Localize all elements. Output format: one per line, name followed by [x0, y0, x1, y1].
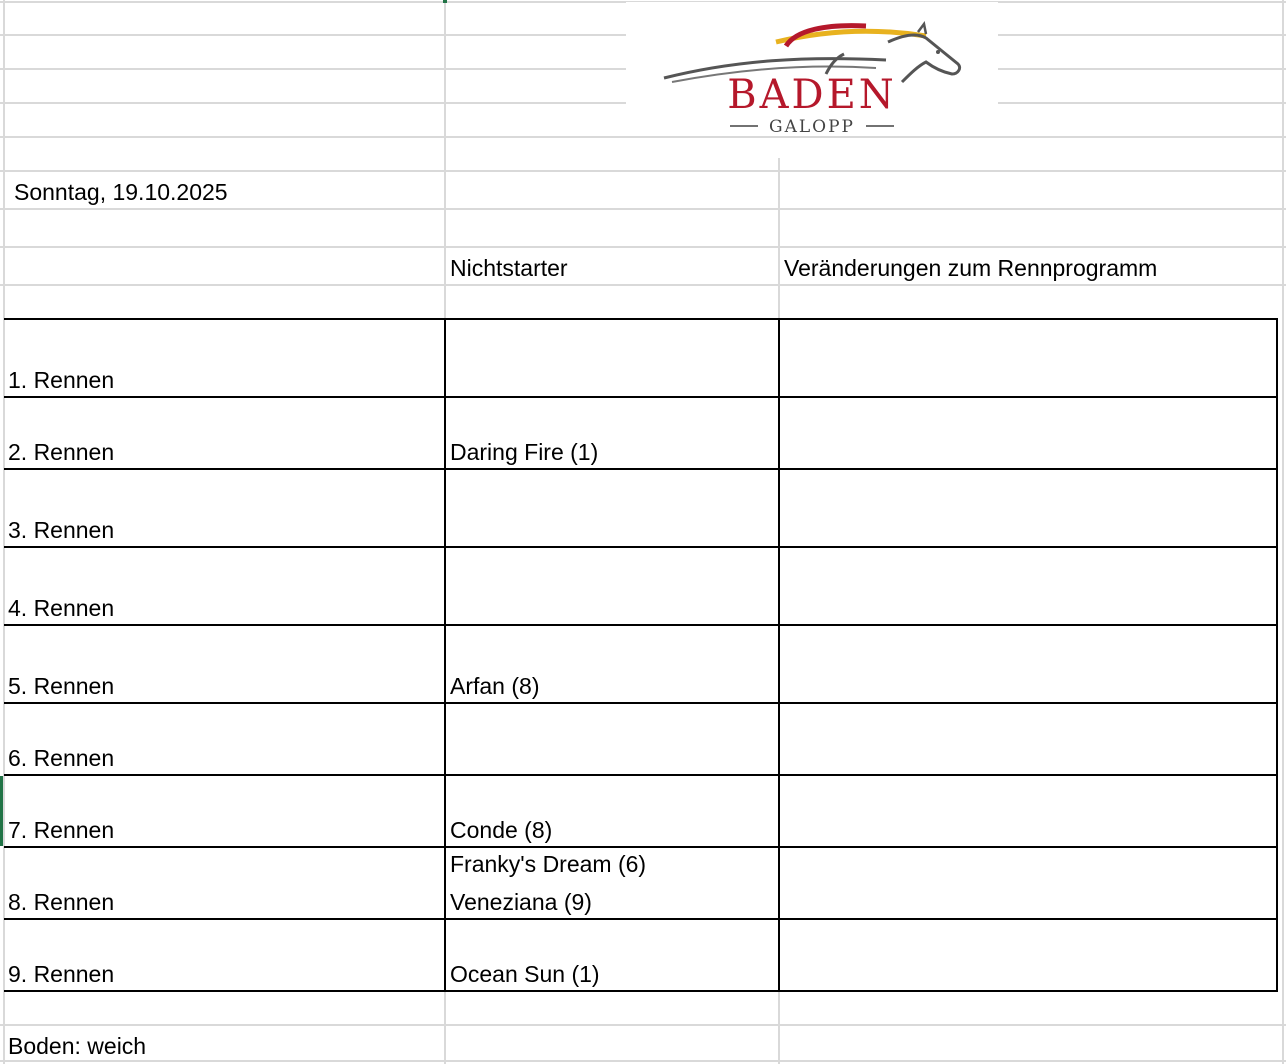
race-label[interactable]: 4. Rennen	[8, 595, 115, 621]
race-label[interactable]: 7. Rennen	[8, 817, 115, 843]
gridline	[0, 170, 1286, 172]
gridline	[0, 246, 1286, 248]
nichtstarter-entry[interactable]: Ocean Sun (1)	[450, 961, 600, 987]
race-label[interactable]: 6. Rennen	[8, 745, 115, 771]
nichtstarter-entry[interactable]: Veneziana (9)	[450, 889, 592, 915]
column-indicator	[443, 0, 447, 3]
nichtstarter-entry[interactable]: Conde (8)	[450, 817, 553, 843]
table-border	[4, 918, 1278, 920]
date-cell[interactable]: Sonntag, 19.10.2025	[14, 179, 228, 205]
gridline	[0, 1024, 1286, 1026]
race-label[interactable]: 1. Rennen	[8, 367, 115, 393]
race-label[interactable]: 5. Rennen	[8, 673, 115, 699]
table-border	[778, 318, 780, 992]
gridline	[0, 136, 1286, 138]
header-veraenderungen[interactable]: Veränderungen zum Rennprogramm	[784, 255, 1158, 281]
table-border	[4, 546, 1278, 548]
selection-indicator	[0, 776, 3, 846]
table-border	[4, 396, 1278, 398]
table-border	[4, 990, 1278, 992]
gridline	[1282, 0, 1284, 1064]
header-nichtstarter[interactable]: Nichtstarter	[450, 255, 568, 281]
race-label[interactable]: 3. Rennen	[8, 517, 115, 543]
table-border	[4, 624, 1278, 626]
table-border	[4, 468, 1278, 470]
logo	[626, 2, 998, 136]
logo-sub: GALOPP	[769, 117, 855, 136]
table-border	[4, 318, 1278, 320]
table-border	[4, 846, 1278, 848]
nichtstarter-entry[interactable]: Daring Fire (1)	[450, 439, 599, 465]
gridline	[0, 284, 1286, 286]
table-border	[4, 702, 1278, 704]
nichtstarter-entry[interactable]: Arfan (8)	[450, 673, 540, 699]
race-label[interactable]: 8. Rennen	[8, 889, 115, 915]
nichtstarter-entry[interactable]: Franky's Dream (6)	[450, 851, 647, 877]
logo-name: BADEN	[727, 72, 897, 118]
table-border	[444, 318, 446, 992]
table-border	[4, 774, 1278, 776]
race-label[interactable]: 2. Rennen	[8, 439, 115, 465]
gridline	[0, 1060, 1286, 1062]
race-label[interactable]: 9. Rennen	[8, 961, 115, 987]
table-border	[1276, 318, 1278, 992]
gridline	[0, 208, 1286, 210]
boden-cell[interactable]: Boden: weich	[8, 1033, 147, 1059]
gridline	[3, 0, 5, 1064]
